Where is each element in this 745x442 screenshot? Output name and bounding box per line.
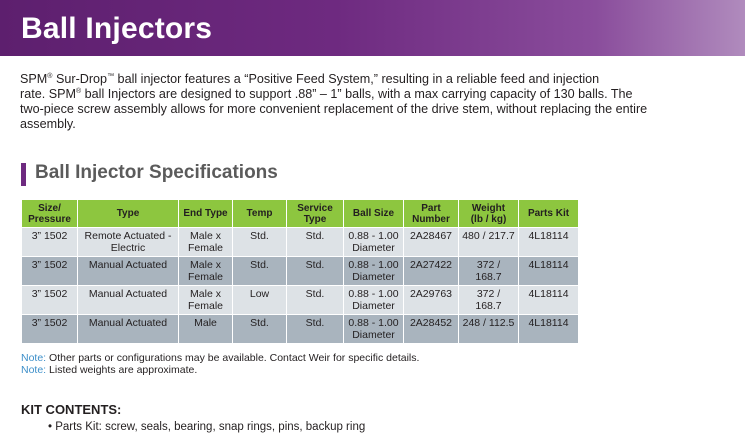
cell-size-pressure <box>22 257 78 286</box>
cell-text: Male x <box>190 259 221 271</box>
cell-size-pressure <box>22 228 78 257</box>
cell-size-pressure <box>22 315 78 344</box>
intro-line-1: SPM® Sur-Drop™ ball injector features a “Positive Feed System,” resulting in a reliable feed and injection <box>20 72 600 86</box>
cell-text: 3” 1502 <box>31 230 68 242</box>
cell-text: 372 / <box>476 259 501 271</box>
cell-service-type <box>287 315 344 344</box>
cell-text: Manual Actuated <box>88 259 168 271</box>
table-body <box>22 228 579 344</box>
intro-line-4: assembly. <box>20 117 76 131</box>
cell-parts-kit <box>519 228 579 257</box>
intro-paragraph <box>20 72 732 132</box>
column-header-ball-size <box>344 200 404 228</box>
cell-text: Std. <box>250 317 269 329</box>
cell-text: 0.88 - 1.00 <box>348 288 399 300</box>
cell-text: Part <box>421 202 441 214</box>
table-row <box>22 286 579 315</box>
cell-text: Female <box>187 299 223 312</box>
cell-text: Type <box>116 208 140 219</box>
column-header-parts-kit <box>519 200 579 228</box>
cell-text: 3” 1502 <box>31 317 68 329</box>
cell-weight <box>459 286 519 315</box>
cell-temp <box>233 315 287 344</box>
cell-text: Type <box>303 213 327 225</box>
cell-text: Std. <box>305 317 325 329</box>
cell-text: 480 / 217.7 <box>462 230 515 242</box>
cell-text: 0.88 - 1.00 <box>348 230 399 242</box>
column-header-type <box>78 200 179 228</box>
note-1: Note: Other parts or configurations may be available. Contact Weir for specific details. <box>21 352 420 364</box>
cell-text: 3” 1502 <box>31 288 68 300</box>
cell-end-type <box>179 228 233 257</box>
table-row <box>22 257 579 286</box>
cell-ball-size <box>344 286 404 315</box>
section-title: Ball Injector Specifications <box>35 162 278 183</box>
cell-service-type <box>287 286 344 315</box>
column-header-end-type <box>179 200 233 228</box>
note-2: Note: Listed weights are approximate. <box>21 364 198 376</box>
cell-end-type <box>179 286 233 315</box>
cell-text: End Type <box>183 208 228 219</box>
cell-ball-size <box>344 228 404 257</box>
cell-text: Electric <box>110 241 146 254</box>
table-header-row <box>22 200 579 228</box>
cell-text: Std. <box>250 230 269 242</box>
cell-text: 248 / 112.5 <box>462 317 515 329</box>
notes <box>21 352 419 376</box>
cell-parts-kit <box>519 315 579 344</box>
cell-text: Pressure <box>28 213 71 225</box>
cell-service-type <box>287 228 344 257</box>
section-heading <box>21 162 421 188</box>
cell-text: (lb / kg) <box>470 213 507 225</box>
cell-end-type <box>179 315 233 344</box>
kit-contents-item: • Parts Kit: screw, seals, bearing, snap rings, pins, backup ring <box>48 421 366 433</box>
cell-text: 4L18114 <box>528 288 569 300</box>
column-header-weight <box>459 200 519 228</box>
column-header-size-pressure <box>22 200 78 228</box>
cell-text: 4L18114 <box>528 230 569 242</box>
cell-text: Ball Size <box>352 208 395 219</box>
specifications-table <box>21 199 579 344</box>
cell-text: 372 / <box>476 288 501 300</box>
page-title: Ball Injectors <box>21 12 213 45</box>
cell-text: Std. <box>305 288 325 300</box>
cell-text: 2A27422 <box>409 259 453 271</box>
cell-text: Service <box>297 202 333 214</box>
cell-ball-size <box>344 257 404 286</box>
section-accent-bar <box>21 163 26 186</box>
cell-text: Diameter <box>352 270 395 283</box>
cell-size-pressure <box>22 286 78 315</box>
cell-text: 4L18114 <box>528 259 569 271</box>
cell-text: 0.88 - 1.00 <box>348 259 399 271</box>
cell-text: Diameter <box>352 241 395 254</box>
cell-text: Size/ <box>38 202 61 214</box>
column-header-temp <box>233 200 287 228</box>
cell-text: Manual Actuated <box>88 317 168 329</box>
cell-type <box>78 315 179 344</box>
cell-text: Std. <box>305 259 325 271</box>
intro-line-3: two-piece screw assembly allows for more convenient replacement of the drive stem, without replacing the entire <box>20 102 648 116</box>
cell-text: Low <box>249 288 270 300</box>
cell-type <box>78 228 179 257</box>
cell-text: 168.7 <box>475 270 502 283</box>
cell-temp <box>233 286 287 315</box>
cell-text: Std. <box>250 259 269 271</box>
intro-line-2: rate. SPM® ball Injectors are designed to support .88” – 1” balls, with a max carrying capacity of 130 balls. The <box>20 87 633 101</box>
cell-parts-kit <box>519 286 579 315</box>
cell-temp <box>233 257 287 286</box>
cell-text: Diameter <box>352 328 395 341</box>
table-row <box>22 228 579 257</box>
cell-text: Female <box>187 270 223 283</box>
cell-weight <box>459 228 519 257</box>
cell-text: 2A28467 <box>409 230 453 242</box>
cell-text: 0.88 - 1.00 <box>348 317 399 329</box>
cell-text: 3” 1502 <box>31 259 68 271</box>
cell-text: Temp <box>246 208 273 219</box>
column-header-service-type <box>287 200 344 228</box>
cell-service-type <box>287 257 344 286</box>
kit-contents-heading: KIT CONTENTS: <box>21 402 122 417</box>
cell-text: Remote Actuated - <box>84 230 172 242</box>
cell-text: Std. <box>305 230 325 242</box>
header-banner <box>0 0 745 56</box>
cell-temp <box>233 228 287 257</box>
cell-type <box>78 257 179 286</box>
cell-text: 4L18114 <box>528 317 569 329</box>
cell-text: Diameter <box>352 299 395 312</box>
cell-end-type <box>179 257 233 286</box>
cell-text: Number <box>412 213 450 225</box>
cell-text: 2A28452 <box>409 317 453 329</box>
cell-text: Weight <box>471 202 506 214</box>
cell-weight <box>459 257 519 286</box>
cell-text: Male x <box>190 288 221 300</box>
cell-ball-size <box>344 315 404 344</box>
cell-text: Female <box>187 241 223 254</box>
cell-part-number <box>404 315 459 344</box>
cell-text: 168.7 <box>475 299 502 312</box>
cell-text: Male <box>194 317 217 329</box>
cell-weight <box>459 315 519 344</box>
cell-part-number <box>404 286 459 315</box>
column-header-part-number <box>404 200 459 228</box>
table-row <box>22 315 579 344</box>
cell-part-number <box>404 257 459 286</box>
cell-parts-kit <box>519 257 579 286</box>
cell-text: 2A29763 <box>409 288 453 300</box>
cell-text: Manual Actuated <box>88 288 168 300</box>
cell-part-number <box>404 228 459 257</box>
cell-text: Male x <box>190 230 221 242</box>
cell-text: Parts Kit <box>527 208 570 219</box>
cell-type <box>78 286 179 315</box>
